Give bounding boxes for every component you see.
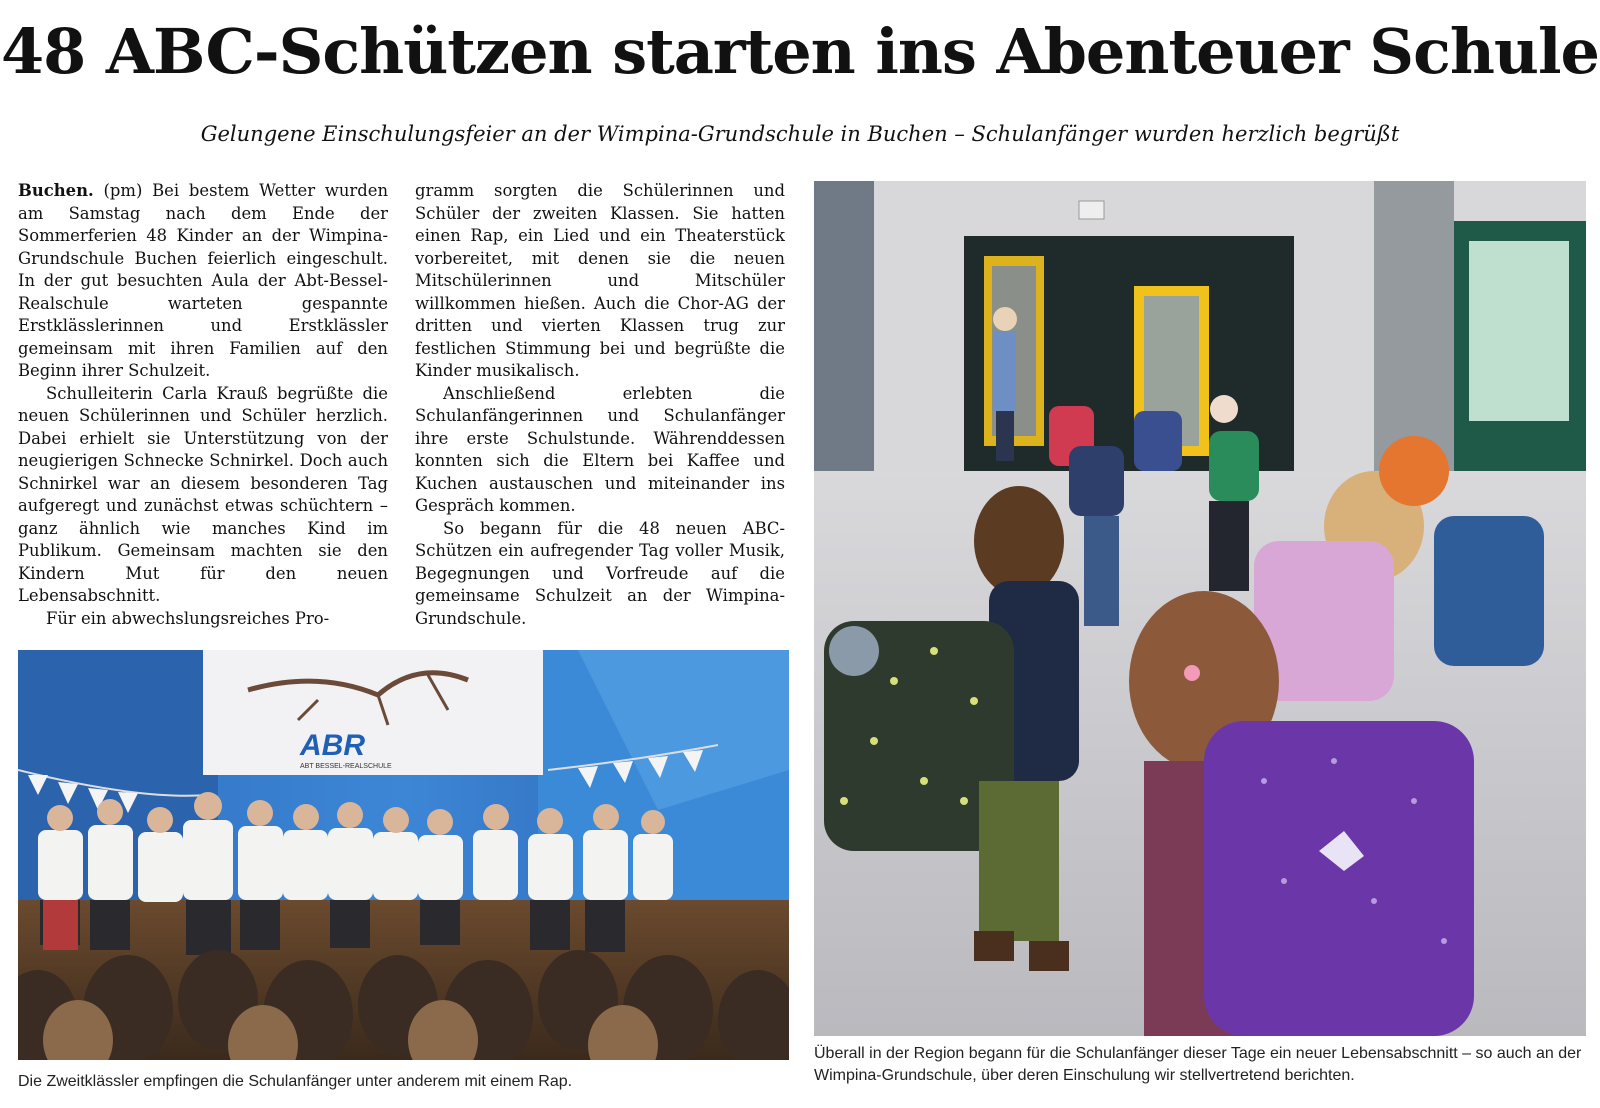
photo-school-image xyxy=(814,181,1586,1036)
photo-school-entrance xyxy=(814,181,1586,1036)
caption-school: Überall in der Region begann für die Schulanfänger dieser Tage ein neuer Lebensabschnitt – so auch an der Wimpina-Grundschule, über deren Einschulung wir stellvertretend berichten. xyxy=(814,1045,1582,1084)
paragraph-3-cont: gramm sorgten die Schülerinnen und Schüler der zweiten Klassen. Sie hatten einen Rap, ein Lied und ein Theaterstück vorbereitet, mit denen sie die neuen Mitschülerinnen und Mitschüler willkommen hießen. Auch die Chor-AG der dritten und vierten Klassen trug zur festlichen Stimmung bei und begrüßte die Kinder musikalisch. xyxy=(415,181,785,380)
subheadline: Gelungene Einschulungsfeier an der Wimpina-Grundschule in Buchen – Schulanfänger wurden herzlich begrüßt xyxy=(200,122,1400,146)
article-column-1 xyxy=(18,180,388,630)
paragraph-5: So begann für die 48 neuen ABC-Schützen ein aufregender Tag voller Musik, Begegnungen und Vorfreude auf die gemeinsame Schulzeit an der Wimpina-Grundschule. xyxy=(415,518,785,628)
paragraph-3-start: Für ein abwechslungsreiches Pro- xyxy=(46,608,330,628)
banner-logo: ABR xyxy=(300,729,365,762)
paragraph-1 xyxy=(18,180,388,383)
paragraph-4: Anschließend erlebten die Schulanfängerinnen und Schulanfänger ihre erste Schulstunde. Währenddessen konnten sich die Eltern bei Kaffee und Kuchen austauschen und miteinander ins Gespräch kommen. xyxy=(415,383,785,515)
photo-choir-performance xyxy=(18,650,789,1060)
paragraph-2: Schulleiterin Carla Krauß begrüßte die neuen Schülerinnen und Schüler herzlich. Dabei erhielt sie Unterstützung von der neugierigen Schnecke Schnirkel. Doch auch Schnirkel war an diesem besonderen Tag aufgeregt und zunächst etwas schüchtern – ganz ähnlich wie manches Kind im Publikum. Gemeinsam machten sie den Kindern Mut für den neuen Lebensabschnitt. xyxy=(18,383,388,605)
photo-choir-image xyxy=(18,650,789,1060)
headline: 48 ABC-Schützen starten ins Abenteuer Schule xyxy=(0,15,1599,88)
banner-subtitle: ABT BESSEL-REALSCHULE xyxy=(300,763,392,770)
article-column-2 xyxy=(415,180,785,630)
dateline: Buchen. xyxy=(18,181,94,200)
caption-choir: Die Zweitklässler empfingen die Schulanfänger unter anderem mit einem Rap. xyxy=(18,1073,573,1090)
paragraph-1-text: (pm) Bei bestem Wetter wurden am Samstag nach dem Ende der Sommerferien 48 Kinder an der Wimpina-Grundschule Buchen feierlich eingeschult. In der gut besuchten Aula der Abt-Bessel-Realschule warteten gespannte Erstklässlerinnen und Erstklässler gemeinsam mit ihren Familien auf den Beginn ihrer Schulzeit. xyxy=(18,181,388,380)
